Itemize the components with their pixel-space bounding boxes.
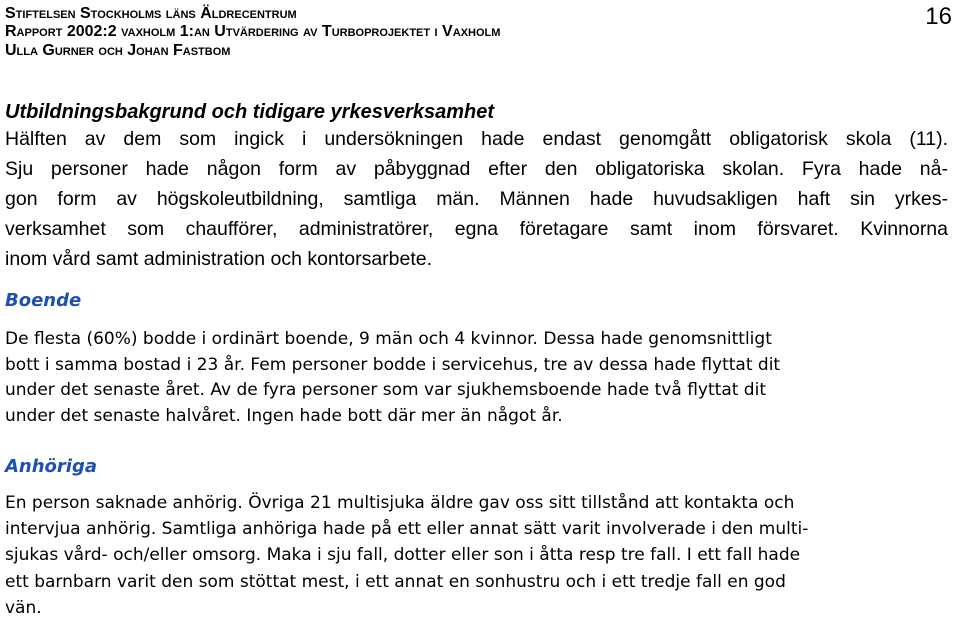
section-title-education: Utbildningsbakgrund och tidigare yrkesverksamhet [5, 101, 495, 123]
section-title-relatives: Anhöriga [5, 456, 98, 477]
paragraph-line: Sju personer hade någon form av påbyggnad efter den obligatoriska skolan. Fyra hade nå- [5, 158, 948, 180]
paragraph-line: under det senaste året. Av de fyra personer som var sjukhemsboende hade två flyttat dit [5, 380, 766, 400]
section-paragraph-housing [5, 327, 780, 429]
paragraph-line: gon form av högskoleutbildning, samtliga män. Männen hade huvudsakligen haft sin yrkes- [5, 188, 948, 210]
header-authors: Ulla Gurner och Johan Fastbom [5, 42, 231, 59]
paragraph-line: En person saknade anhörig. Övriga 21 multisjuka äldre gav oss sitt tillstånd att kontakta och [5, 493, 795, 513]
header-report-title: Rapport 2002:2 vaxholm 1:an Utvärdering av Turboprojektet i Vaxholm [5, 23, 501, 40]
section-paragraph-relatives [5, 490, 808, 620]
section-title-housing: Boende [5, 290, 82, 311]
paragraph-line: verksamhet som chaufförer, administratörer, egna företagare samt inom försvaret. Kvinnorna [5, 218, 948, 240]
paragraph-line: inom vård samt administration och kontorsarbete. [5, 248, 433, 270]
paragraph-line: under det senaste halvåret. Ingen hade bott där mer än något år. [5, 405, 563, 426]
paragraph-line: sjukas vård- och/eller omsorg. Maka i sju fall, dotter eller son i åtta resp tre fall. I ett fall hade [5, 545, 801, 566]
paragraph-line: ett barnbarn varit den som stöttat mest, i ett annat en sonhustru och i ett tredje fall en god [5, 571, 786, 592]
paragraph-line: vän. [5, 597, 42, 618]
section-paragraph-education [5, 124, 948, 274]
paragraph-line: bott i samma bostad i 23 år. Fem personer bodde i servicehus, tre av dessa hade flyttat dit [5, 354, 781, 375]
page-number: 16 [925, 3, 952, 30]
header-organization: Stiftelsen Stockholms läns Äldrecentrum [5, 5, 297, 22]
paragraph-line: De flesta (60%) bodde i ordinärt boende, 9 män och 4 kvinnor. Dessa hade genomsnittligt [5, 329, 772, 349]
paragraph-line: Hälften av dem som ingick i undersökningen hade endast genomgått obligatorisk skola (11). [5, 128, 948, 150]
paragraph-line: intervjua anhörig. Samtliga anhöriga hade på ett eller annat sätt varit involverade i den multi- [5, 519, 809, 540]
